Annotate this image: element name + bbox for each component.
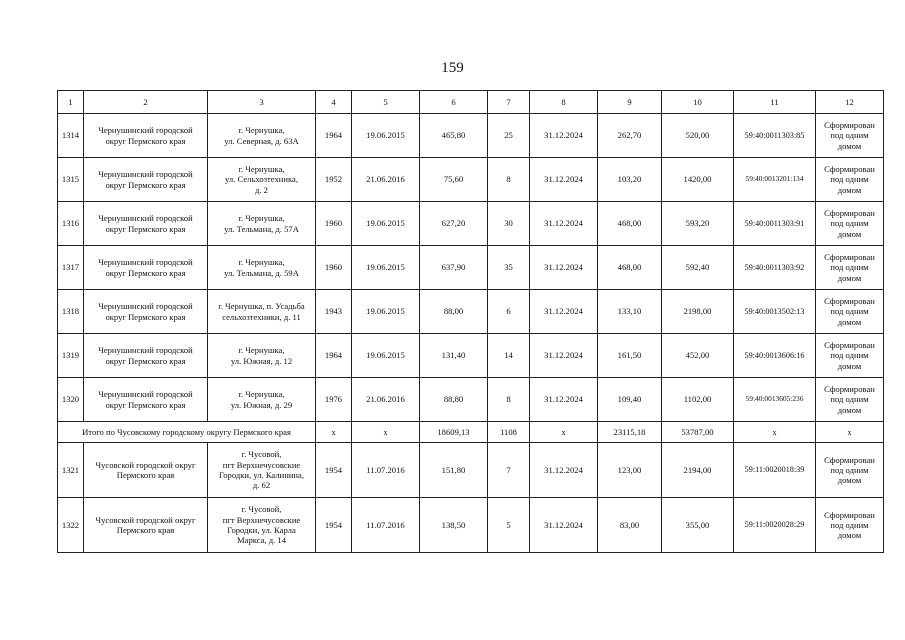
district-cell-line: округ Пермского края — [105, 267, 186, 278]
table-body — [58, 91, 884, 553]
count-cell: 25 — [488, 114, 530, 158]
district-cell-line: Чернушинский городской — [98, 301, 193, 312]
total-label: Итого по Чусовскому городскому округу Пермского края — [58, 422, 316, 443]
status-cell — [816, 290, 884, 334]
total-area-cell: 18609,13 — [420, 422, 488, 443]
total-area3-cell: 53787,00 — [662, 422, 734, 443]
status-cell — [816, 158, 884, 202]
district-cell-line: округ Пермского края — [105, 355, 186, 366]
column-header: 3 — [208, 91, 316, 114]
count-cell: 5 — [488, 498, 530, 553]
column-header: 4 — [316, 91, 352, 114]
cadastral-number-cell: 59:40:0011303:91 — [734, 202, 816, 246]
date-cell: 11.07.2016 — [352, 443, 420, 498]
total-count-cell: 1108 — [488, 422, 530, 443]
status-cell-line: домом — [837, 360, 862, 371]
district-cell-line: Чусовской городской округ — [95, 514, 196, 525]
column-header: 2 — [84, 91, 208, 114]
status-cell-line: под одним — [830, 262, 869, 273]
total-area2-cell: 23115,18 — [598, 422, 662, 443]
area2-cell: 83,00 — [598, 498, 662, 553]
address-cell — [208, 334, 316, 378]
area2-cell: 109,40 — [598, 378, 662, 422]
district-cell-line: округ Пермского края — [105, 179, 186, 190]
address-cell-line: ул. Тельмана, д. 59А — [224, 267, 299, 278]
address-cell-line: г. Чернушка, — [238, 213, 285, 224]
status-cell-line: Сформирован — [824, 509, 875, 520]
housing-registry-table — [57, 90, 884, 553]
address-cell-line: ул. Сельхозтехника, — [225, 174, 298, 185]
district-cell-line: Пермского края — [116, 525, 175, 535]
address-cell-line: г. Чернушка, — [238, 125, 285, 136]
district-cell — [84, 290, 208, 334]
address-cell-line: ул. Тельмана, д. 57А — [224, 223, 299, 234]
address-cell-line: д. 62 — [252, 480, 271, 491]
status-cell-line: под одним — [830, 519, 869, 530]
column-header: 7 — [488, 91, 530, 114]
area-cell: 75,60 — [420, 158, 488, 202]
cadastral-number-cell: 59:40:0011303:92 — [734, 246, 816, 290]
status-cell-line: Сформирован — [824, 296, 875, 307]
count-cell: 7 — [488, 443, 530, 498]
area2-cell: 262,70 — [598, 114, 662, 158]
address-cell-line: г. Чернушка, — [238, 257, 285, 268]
area3-cell: 593,20 — [662, 202, 734, 246]
status-cell-line: Сформирован — [824, 164, 875, 175]
district-cell-line: Чернушинский городской — [98, 169, 193, 180]
year-cell: 1964 — [316, 114, 352, 158]
year-cell: 1964 — [316, 334, 352, 378]
total-date-cell: x — [352, 422, 420, 443]
date-cell: 19.06.2015 — [352, 246, 420, 290]
district-cell-line: округ Пермского края — [105, 399, 186, 410]
area2-cell: 123,00 — [598, 443, 662, 498]
status-cell-line: домом — [837, 184, 862, 195]
address-cell-line: г. Чернушка, — [238, 345, 285, 356]
count-cell: 30 — [488, 202, 530, 246]
table-row — [58, 158, 884, 202]
address-cell-line: сельхозтехники, д. 11 — [222, 311, 301, 322]
year-cell: 1952 — [316, 158, 352, 202]
cadastral-number-cell: 59:40:0011303:85 — [734, 114, 816, 158]
row-number-cell: 1317 — [58, 246, 84, 290]
status-cell-line: Сформирован — [824, 120, 875, 131]
table-row — [58, 114, 884, 158]
status-cell-line: Сформирован — [824, 252, 875, 263]
address-cell-line: г. Чернушка, — [238, 389, 285, 400]
address-cell — [208, 114, 316, 158]
date-cell: 21.06.2016 — [352, 378, 420, 422]
address-cell — [208, 378, 316, 422]
year-cell: 1976 — [316, 378, 352, 422]
status-cell-line: Сформирован — [824, 384, 875, 395]
area-cell: 138,50 — [420, 498, 488, 553]
count-cell: 8 — [488, 158, 530, 202]
address-cell-line: Городки, ул. Карла — [227, 525, 296, 535]
district-cell-line: Чернушинский городской — [98, 213, 193, 224]
total-deadline-cell: x — [530, 422, 598, 443]
area3-cell: 520,00 — [662, 114, 734, 158]
area3-cell: 1102,00 — [662, 378, 734, 422]
row-number-cell: 1314 — [58, 114, 84, 158]
district-cell — [84, 158, 208, 202]
row-number-cell: 1321 — [58, 443, 84, 498]
count-cell: 35 — [488, 246, 530, 290]
area3-cell: 592,40 — [662, 246, 734, 290]
area-cell: 88,80 — [420, 378, 488, 422]
status-cell-line: под одним — [830, 218, 869, 229]
cadastral-number-cell: 59:40:0013605:236 — [734, 378, 816, 422]
deadline-cell: 31.12.2024 — [530, 498, 598, 553]
address-cell — [208, 290, 316, 334]
district-cell — [84, 378, 208, 422]
area2-cell: 133,10 — [598, 290, 662, 334]
district-cell-line: округ Пермского края — [105, 223, 186, 234]
status-cell-line: домом — [837, 228, 862, 239]
district-cell-line: Чусовской городской округ — [95, 459, 196, 470]
cadastral-number-cell: 59:11:0020018:39 — [734, 443, 816, 498]
address-cell-line: г. Чусовой, — [241, 504, 282, 515]
column-header: 9 — [598, 91, 662, 114]
cadastral-number-cell: 59:40:0013201:134 — [734, 158, 816, 202]
address-cell-line: ул. Южная, д. 29 — [230, 399, 293, 410]
status-cell-line: Сформирован — [824, 340, 875, 351]
status-cell-line: домом — [837, 316, 862, 327]
year-cell: 1954 — [316, 443, 352, 498]
address-cell — [208, 158, 316, 202]
status-cell-line: домом — [837, 404, 862, 415]
date-cell: 21.06.2016 — [352, 158, 420, 202]
total-row — [58, 422, 884, 443]
column-header: 1 — [58, 91, 84, 114]
address-cell — [208, 202, 316, 246]
row-number-cell: 1319 — [58, 334, 84, 378]
area-cell: 637,90 — [420, 246, 488, 290]
page-number: 159 — [441, 60, 464, 76]
district-cell — [84, 114, 208, 158]
status-cell-line: под одним — [830, 394, 869, 405]
district-cell-line: округ Пермского края — [105, 311, 186, 322]
total-year-cell: x — [316, 422, 352, 443]
district-cell-line: округ Пермского края — [105, 135, 186, 146]
count-cell: 6 — [488, 290, 530, 334]
status-cell-line: под одним — [830, 130, 869, 141]
area3-cell: 2198,00 — [662, 290, 734, 334]
district-cell-line: Чернушинский городской — [98, 345, 193, 356]
status-cell-line: Сформирован — [824, 208, 875, 219]
table-row — [58, 290, 884, 334]
address-cell-line: пгт Верхнечусовские — [222, 459, 301, 470]
cadastral-number-cell: 59:40:0013606:16 — [734, 334, 816, 378]
address-cell-line: Маркса, д. 14 — [236, 535, 286, 546]
area-cell: 627,20 — [420, 202, 488, 246]
table-row — [58, 443, 884, 498]
district-cell-line: Чернушинский городской — [98, 389, 193, 400]
date-cell: 19.06.2015 — [352, 202, 420, 246]
date-cell: 19.06.2015 — [352, 290, 420, 334]
status-cell-line: под одним — [830, 464, 869, 475]
address-cell — [208, 498, 316, 553]
address-cell-line: пгт Верхнечусовские — [222, 514, 301, 525]
address-cell-line: г. Чернушка, п. Усадьба — [218, 301, 305, 312]
address-cell-line: г. Чернушка, — [238, 164, 285, 175]
column-header: 6 — [420, 91, 488, 114]
area3-cell: 1420,00 — [662, 158, 734, 202]
total-cadastral-cell: x — [734, 422, 816, 443]
deadline-cell: 31.12.2024 — [530, 443, 598, 498]
deadline-cell: 31.12.2024 — [530, 158, 598, 202]
district-cell — [84, 334, 208, 378]
status-cell-line: домом — [837, 530, 862, 541]
status-cell-line: домом — [837, 272, 862, 283]
district-cell — [84, 202, 208, 246]
cadastral-number-cell: 59:11:0020028:29 — [734, 498, 816, 553]
status-cell-line: домом — [837, 475, 862, 486]
column-header: 12 — [816, 91, 884, 114]
table-row — [58, 202, 884, 246]
address-cell — [208, 246, 316, 290]
deadline-cell: 31.12.2024 — [530, 378, 598, 422]
table-row — [58, 334, 884, 378]
status-cell — [816, 246, 884, 290]
deadline-cell: 31.12.2024 — [530, 334, 598, 378]
year-cell: 1943 — [316, 290, 352, 334]
deadline-cell: 31.12.2024 — [530, 246, 598, 290]
date-cell: 19.06.2015 — [352, 114, 420, 158]
area2-cell: 468,00 — [598, 246, 662, 290]
table-row — [58, 378, 884, 422]
area3-cell: 452,00 — [662, 334, 734, 378]
deadline-cell: 31.12.2024 — [530, 114, 598, 158]
address-cell — [208, 443, 316, 498]
district-cell-line: Чернушинский городской — [98, 125, 193, 136]
column-header: 11 — [734, 91, 816, 114]
column-header: 10 — [662, 91, 734, 114]
area2-cell: 468,00 — [598, 202, 662, 246]
row-number-cell: 1316 — [58, 202, 84, 246]
total-status-cell: x — [816, 422, 884, 443]
address-cell-line: ул. Южная, д. 12 — [230, 355, 293, 366]
status-cell — [816, 334, 884, 378]
status-cell — [816, 114, 884, 158]
address-cell-line: ул. Северная, д. 63А — [224, 135, 299, 146]
column-number-row — [58, 91, 884, 114]
status-cell — [816, 498, 884, 553]
area3-cell: 355,00 — [662, 498, 734, 553]
district-cell — [84, 443, 208, 498]
year-cell: 1960 — [316, 246, 352, 290]
cadastral-number-cell: 59:40:0013502:13 — [734, 290, 816, 334]
area2-cell: 103,20 — [598, 158, 662, 202]
deadline-cell: 31.12.2024 — [530, 202, 598, 246]
date-cell: 19.06.2015 — [352, 334, 420, 378]
area-cell: 131,40 — [420, 334, 488, 378]
row-number-cell: 1318 — [58, 290, 84, 334]
count-cell: 8 — [488, 378, 530, 422]
status-cell-line: Сформирован — [824, 454, 875, 465]
table-row — [58, 246, 884, 290]
count-cell: 14 — [488, 334, 530, 378]
row-number-cell: 1320 — [58, 378, 84, 422]
table-row — [58, 498, 884, 553]
deadline-cell: 31.12.2024 — [530, 290, 598, 334]
year-cell: 1960 — [316, 202, 352, 246]
year-cell: 1954 — [316, 498, 352, 553]
area-cell: 465,80 — [420, 114, 488, 158]
status-cell-line: под одним — [830, 350, 869, 361]
status-cell — [816, 202, 884, 246]
column-header: 8 — [530, 91, 598, 114]
area-cell: 151,80 — [420, 443, 488, 498]
address-cell-line: Городки, ул. Калинина, — [219, 470, 304, 480]
status-cell-line: под одним — [830, 174, 869, 185]
district-cell-line: Пермского края — [116, 470, 175, 480]
status-cell-line: домом — [837, 140, 862, 151]
address-cell-line: г. Чусовой, — [241, 449, 282, 460]
column-header: 5 — [352, 91, 420, 114]
address-cell-line: д. 2 — [255, 184, 268, 195]
area-cell: 88,00 — [420, 290, 488, 334]
district-cell — [84, 498, 208, 553]
district-cell-line: Чернушинский городской — [98, 257, 193, 268]
status-cell-line: под одним — [830, 306, 869, 317]
area2-cell: 161,50 — [598, 334, 662, 378]
district-cell — [84, 246, 208, 290]
date-cell: 11.07.2016 — [352, 498, 420, 553]
status-cell — [816, 378, 884, 422]
row-number-cell: 1322 — [58, 498, 84, 553]
area3-cell: 2194,00 — [662, 443, 734, 498]
status-cell — [816, 443, 884, 498]
row-number-cell: 1315 — [58, 158, 84, 202]
